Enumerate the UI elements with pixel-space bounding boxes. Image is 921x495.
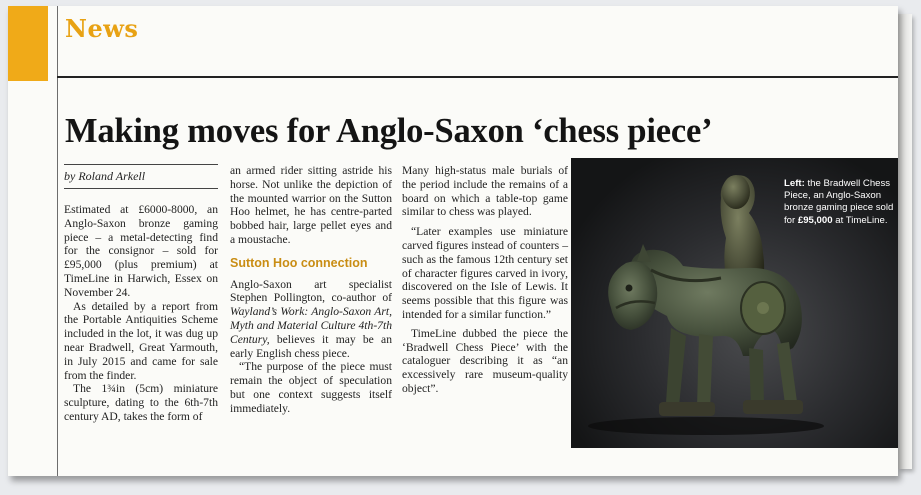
paragraph	[230, 278, 392, 361]
article-headline: Making moves for Anglo-Saxon ‘chess piece’	[65, 112, 713, 150]
caption-text: at TimeLine.	[832, 214, 888, 226]
caption-lead: Left:	[784, 178, 805, 189]
byline-rule-bottom	[64, 188, 218, 189]
paragraph: The 1¾in (5cm) miniature sculpture, dating to the 6th-7th century AD, takes the form of	[64, 382, 218, 423]
byline: by Roland Arkell	[64, 169, 146, 183]
subheading: Sutton Hoo connection	[230, 255, 368, 270]
section-accent-bar	[8, 6, 48, 81]
paragraph: Many high-status male burials of the period include the remains of a board on which a table-top game similar to chess was played.	[402, 164, 568, 219]
paragraph-text: Anglo-Saxon art specialist Stephen Pollington, co-author of	[230, 277, 392, 305]
paragraph: Estimated at £6000-8000, an Anglo-Saxon bronze gaming piece – a metal-detecting find for the consignor – sold for £95,000 (plus premium) at TimeLine in Harwich, Essex on November 24.	[64, 203, 218, 299]
newspaper-page	[8, 6, 898, 476]
book-title: Wayland’s Work: Anglo-Saxon Art, Myth and Material Culture 4th-7th Century,	[230, 305, 392, 346]
article-column-1	[64, 164, 218, 424]
page-edge	[898, 14, 912, 469]
byline-rule-top	[64, 164, 218, 165]
caption-price: £95,000	[797, 214, 833, 226]
article-column-3	[402, 164, 568, 396]
photo-caption	[784, 178, 896, 227]
header-rule	[57, 76, 898, 78]
paragraph: “Later examples use miniature carved figures instead of counters – such as the famous 12th century set of character figures carved in ivory, discovered on the Isle of Lewis. It seems possible that this figure was intended for a similar function.”	[402, 225, 568, 321]
article-column-2	[230, 164, 392, 416]
paragraph: an armed rider sitting astride his horse. Not unlike the depiction of the mounted warrior on the Sutton Hoo helmet, he has centre-parted bobbed hair, large pellet eyes and a moustache.	[230, 164, 392, 246]
section-label: News	[65, 14, 139, 43]
paragraph: As detailed by a report from the Portable Antiquities Scheme included in the lot, it was dug up near Bradwell, Great Yarmouth, in July 2015 and came for sale from the finder.	[64, 299, 218, 382]
caption-text: the Bradwell Chess Piece, an Anglo-Saxon bronze gaming piece sold for	[784, 178, 894, 226]
paragraph-text: believes it may be an early English chess piece.	[230, 332, 392, 360]
paragraph: “The purpose of the piece must remain the object of speculation but one context suggests itself immediately.	[230, 360, 392, 415]
paragraph: TimeLine dubbed the piece the ‘Bradwell Chess Piece’ with the cataloguer describing it as “an excessively rare museum-quality object”.	[402, 326, 568, 395]
